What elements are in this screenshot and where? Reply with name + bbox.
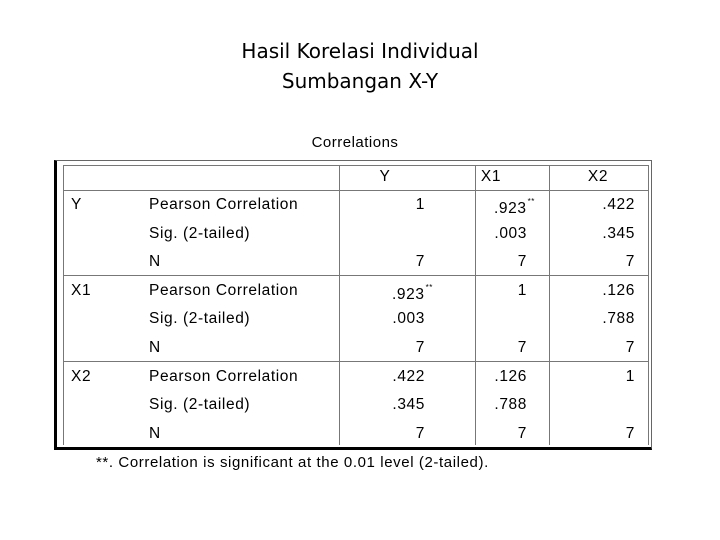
table-cell	[335, 253, 425, 271]
significance-mark: **	[425, 282, 433, 292]
cell-value: 7	[415, 424, 425, 442]
table-caption: Correlations	[311, 134, 399, 151]
statistic-label: N	[149, 424, 161, 442]
cell-value: .923	[391, 285, 425, 303]
statistic-label: Pearson Correlation	[149, 367, 299, 385]
cell-value: 7	[625, 424, 635, 442]
correlations-table	[54, 160, 652, 450]
cell-value: 1	[517, 281, 527, 299]
statistic-label: Sig. (2-tailed)	[149, 224, 251, 242]
cell-value: 7	[517, 424, 527, 442]
cell-value: 7	[517, 339, 527, 356]
column-header: X1	[480, 168, 502, 185]
statistic-label: Sig. (2-tailed)	[149, 396, 251, 414]
statistic-label: Pearson Correlation	[149, 281, 299, 299]
cell-value: .003	[392, 310, 425, 328]
table-cell	[545, 310, 635, 328]
cell-value: 7	[625, 339, 635, 356]
table-cell	[437, 339, 527, 357]
table-cell	[437, 282, 527, 300]
table-cell	[437, 368, 527, 386]
statistic-label: N	[149, 253, 161, 271]
table-cell	[545, 339, 635, 357]
group-divider	[63, 361, 649, 362]
row-variable-label: X1	[71, 281, 92, 299]
statistic-label: Sig. (2-tailed)	[149, 310, 251, 328]
significance-mark: **	[527, 197, 535, 206]
cell-value: .788	[602, 310, 635, 328]
statistic-label: N	[149, 339, 161, 356]
slide-title	[0, 36, 720, 96]
column-header: X2	[587, 168, 609, 185]
table-cell	[437, 253, 527, 271]
table-cell	[545, 253, 635, 271]
column-divider	[648, 165, 649, 445]
cell-value: 7	[517, 253, 527, 271]
column-divider	[63, 165, 64, 445]
cell-value: .345	[602, 224, 635, 242]
group-divider	[63, 275, 649, 276]
cell-value: .126	[602, 281, 635, 299]
table-cell	[335, 368, 425, 386]
cell-value: .345	[392, 396, 425, 414]
cell-value: .923	[493, 200, 527, 218]
cell-value: .422	[602, 196, 635, 213]
row-variable-label: Y	[71, 196, 82, 213]
statistic-label: Pearson Correlation	[149, 196, 299, 213]
cell-value: .003	[494, 224, 527, 242]
table-cell	[545, 425, 635, 443]
row-variable-label: X2	[71, 367, 92, 385]
table-cell	[343, 282, 433, 304]
table-cell	[437, 396, 527, 414]
cell-value: .126	[494, 367, 527, 385]
cell-value: 7	[625, 253, 635, 271]
cell-value: 7	[415, 253, 425, 271]
table-cell	[437, 225, 527, 243]
slide-title-line-1: Hasil Korelasi Individual	[241, 39, 479, 63]
cell-value: 7	[415, 339, 425, 356]
table-cell	[545, 196, 635, 214]
table-cell	[335, 425, 425, 443]
column-header: Y	[379, 168, 391, 185]
table-cell	[335, 310, 425, 328]
table-cell	[437, 425, 527, 443]
table-cell	[545, 225, 635, 243]
cell-value: 1	[415, 196, 425, 213]
table-cell	[445, 196, 535, 218]
table-cell	[545, 368, 635, 386]
cell-value: 1	[625, 367, 635, 385]
cell-value: .788	[494, 396, 527, 414]
table-cell	[335, 339, 425, 357]
table-footnote: **. Correlation is significant at the 0.01 level (2-tailed).	[96, 454, 489, 471]
table-cell	[335, 396, 425, 414]
cell-value: .422	[392, 367, 425, 385]
slide-title-line-2: Sumbangan X-Y	[281, 69, 439, 93]
table-cell	[335, 196, 425, 214]
table-cell	[545, 282, 635, 300]
